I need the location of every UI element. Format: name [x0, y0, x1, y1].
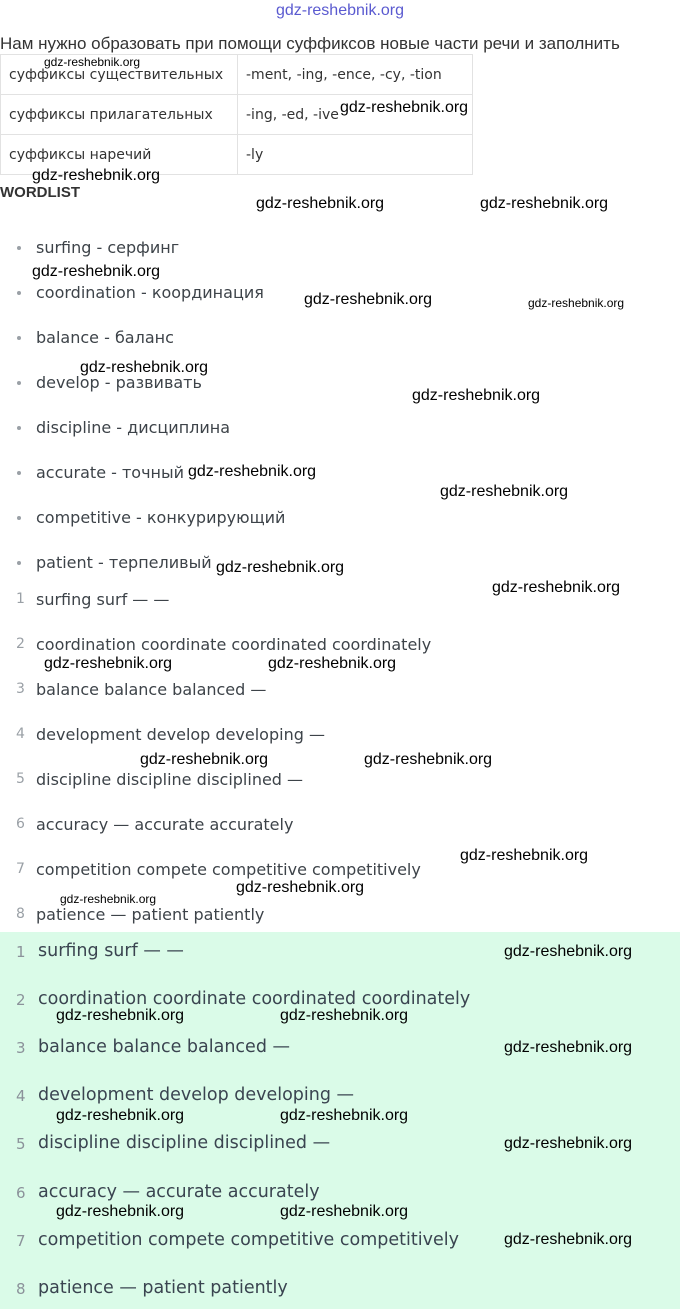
watermark: gdz-reshebnik.org	[188, 463, 317, 480]
watermark: gdz-reshebnik.org	[440, 483, 569, 500]
watermark: gdz-reshebnik.org	[304, 291, 433, 308]
bullet-icon	[17, 426, 21, 430]
watermark: gdz-reshebnik.org	[504, 943, 633, 960]
bullet-icon	[17, 246, 21, 250]
watermark: gdz-reshebnik.org	[364, 751, 493, 768]
row-number: 7	[16, 861, 25, 877]
watermark: gdz-reshebnik.org	[56, 1007, 185, 1024]
list-item	[0, 770, 680, 790]
row-number: 5	[16, 1135, 26, 1153]
list-item	[0, 725, 680, 745]
wordlist-heading: WORDLIST	[0, 184, 80, 201]
watermark: gdz-reshebnik.org	[280, 1007, 409, 1024]
wordlist-item: coordination - координация	[0, 283, 680, 303]
watermark: gdz-reshebnik.org	[56, 1107, 185, 1124]
answer-row	[0, 1182, 680, 1204]
row-text: surfing surf — —	[38, 941, 184, 961]
suffix-type-cell: суффиксы наречий	[1, 135, 238, 175]
suffix-type-cell: суффиксы прилагательных	[1, 95, 238, 135]
row-text: development develop developing —	[38, 1085, 355, 1105]
row-text: surfing surf — —	[36, 590, 170, 609]
row-text: balance balance balanced —	[38, 1037, 290, 1057]
watermark: gdz-reshebnik.org	[32, 263, 161, 280]
watermark: gdz-reshebnik.org	[504, 1039, 633, 1056]
watermark: gdz-reshebnik.org	[256, 195, 385, 212]
suffix-list-cell: -ing, -ed, -ive	[238, 95, 473, 135]
row-text: competition compete competitive competitively	[38, 1230, 459, 1250]
bullet-icon	[17, 516, 21, 520]
watermark: gdz-reshebnik.org	[280, 1107, 409, 1124]
list-item	[0, 905, 680, 925]
wordlist-item: accurate - точный	[0, 463, 680, 483]
row-text: discipline discipline disciplined —	[38, 1133, 331, 1153]
row-text: coordination coordinate coordinated coordinately	[38, 989, 471, 1009]
row-number: 2	[16, 991, 26, 1009]
suffix-list-cell: -ment, -ing, -ence, -cy, -tion	[238, 55, 473, 95]
list-item	[0, 680, 680, 700]
suffix-list-cell: -ly	[238, 135, 473, 175]
bullet-icon	[17, 381, 21, 385]
bullet-icon	[17, 561, 21, 565]
watermark: gdz-reshebnik.org	[140, 751, 269, 768]
bullet-icon	[17, 336, 21, 340]
wordlist-item: patient - терпеливый	[0, 553, 680, 573]
watermark: gdz-reshebnik.org	[44, 655, 173, 672]
wordlist-item: surfing - серфинг	[0, 238, 680, 258]
row-number: 5	[16, 771, 25, 787]
watermark: gdz-reshebnik.org	[528, 296, 625, 310]
watermark: gdz-reshebnik.org	[460, 847, 589, 864]
suffix-type-cell: суффиксы существительных	[1, 55, 238, 95]
watermark: gdz-reshebnik.org	[504, 1231, 633, 1248]
answer-row	[0, 1278, 680, 1300]
watermark: gdz-reshebnik.org	[480, 195, 609, 212]
watermark: gdz-reshebnik.org	[492, 579, 621, 596]
list-item	[0, 635, 680, 655]
watermark: gdz-reshebnik.org	[268, 655, 397, 672]
row-text: balance balance balanced —	[36, 680, 267, 699]
wordlist-item: competitive - конкурирующий	[0, 508, 680, 528]
row-number: 4	[16, 1087, 26, 1105]
list-item	[0, 815, 680, 835]
row-number: 8	[16, 1280, 26, 1298]
task-intro: Нам нужно образовать при помощи суффиксов новые части речи и заполнить	[0, 34, 620, 53]
row-text: accuracy — accurate accurately	[36, 815, 294, 834]
row-text: patience — patient patiently	[36, 905, 265, 924]
watermark: gdz-reshebnik.org	[504, 1135, 633, 1152]
row-number: 7	[16, 1232, 26, 1250]
watermark: gdz-reshebnik.org	[280, 1203, 409, 1220]
row-number: 6	[16, 816, 25, 832]
row-text: accuracy — accurate accurately	[38, 1182, 320, 1202]
wordlist-item: balance - баланс	[0, 328, 680, 348]
watermark: gdz-reshebnik.org	[236, 879, 365, 896]
watermark: gdz-reshebnik.org	[340, 99, 469, 116]
row-number: 6	[16, 1184, 26, 1202]
row-number: 1	[16, 591, 25, 607]
watermark: gdz-reshebnik.org	[32, 167, 161, 184]
row-text: competition compete competitive competitively	[36, 860, 421, 879]
watermark: gdz-reshebnik.org	[56, 1203, 185, 1220]
wordlist-item: develop - развивать	[0, 373, 680, 393]
watermark: gdz-reshebnik.org	[412, 387, 541, 404]
row-text: development develop developing —	[36, 725, 325, 744]
row-number: 2	[16, 636, 25, 652]
row-number: 4	[16, 726, 25, 742]
watermark: gdz-reshebnik.org	[60, 892, 157, 906]
row-number: 3	[16, 681, 25, 697]
row-number: 8	[16, 906, 25, 922]
bullet-icon	[17, 471, 21, 475]
watermark: gdz-reshebnik.org	[44, 55, 141, 69]
site-title[interactable]: gdz-reshebnik.org	[275, 2, 405, 19]
wordlist-item: discipline - дисциплина	[0, 418, 680, 438]
row-text: patience — patient patiently	[38, 1278, 288, 1298]
row-number: 1	[16, 943, 26, 961]
row-text: coordination coordinate coordinated coordinately	[36, 635, 432, 654]
bullet-icon	[17, 291, 21, 295]
row-text: discipline discipline disciplined —	[36, 770, 304, 789]
answer-row	[0, 1085, 680, 1107]
watermark: gdz-reshebnik.org	[216, 559, 345, 576]
row-number: 3	[16, 1039, 26, 1057]
watermark: gdz-reshebnik.org	[80, 359, 209, 376]
